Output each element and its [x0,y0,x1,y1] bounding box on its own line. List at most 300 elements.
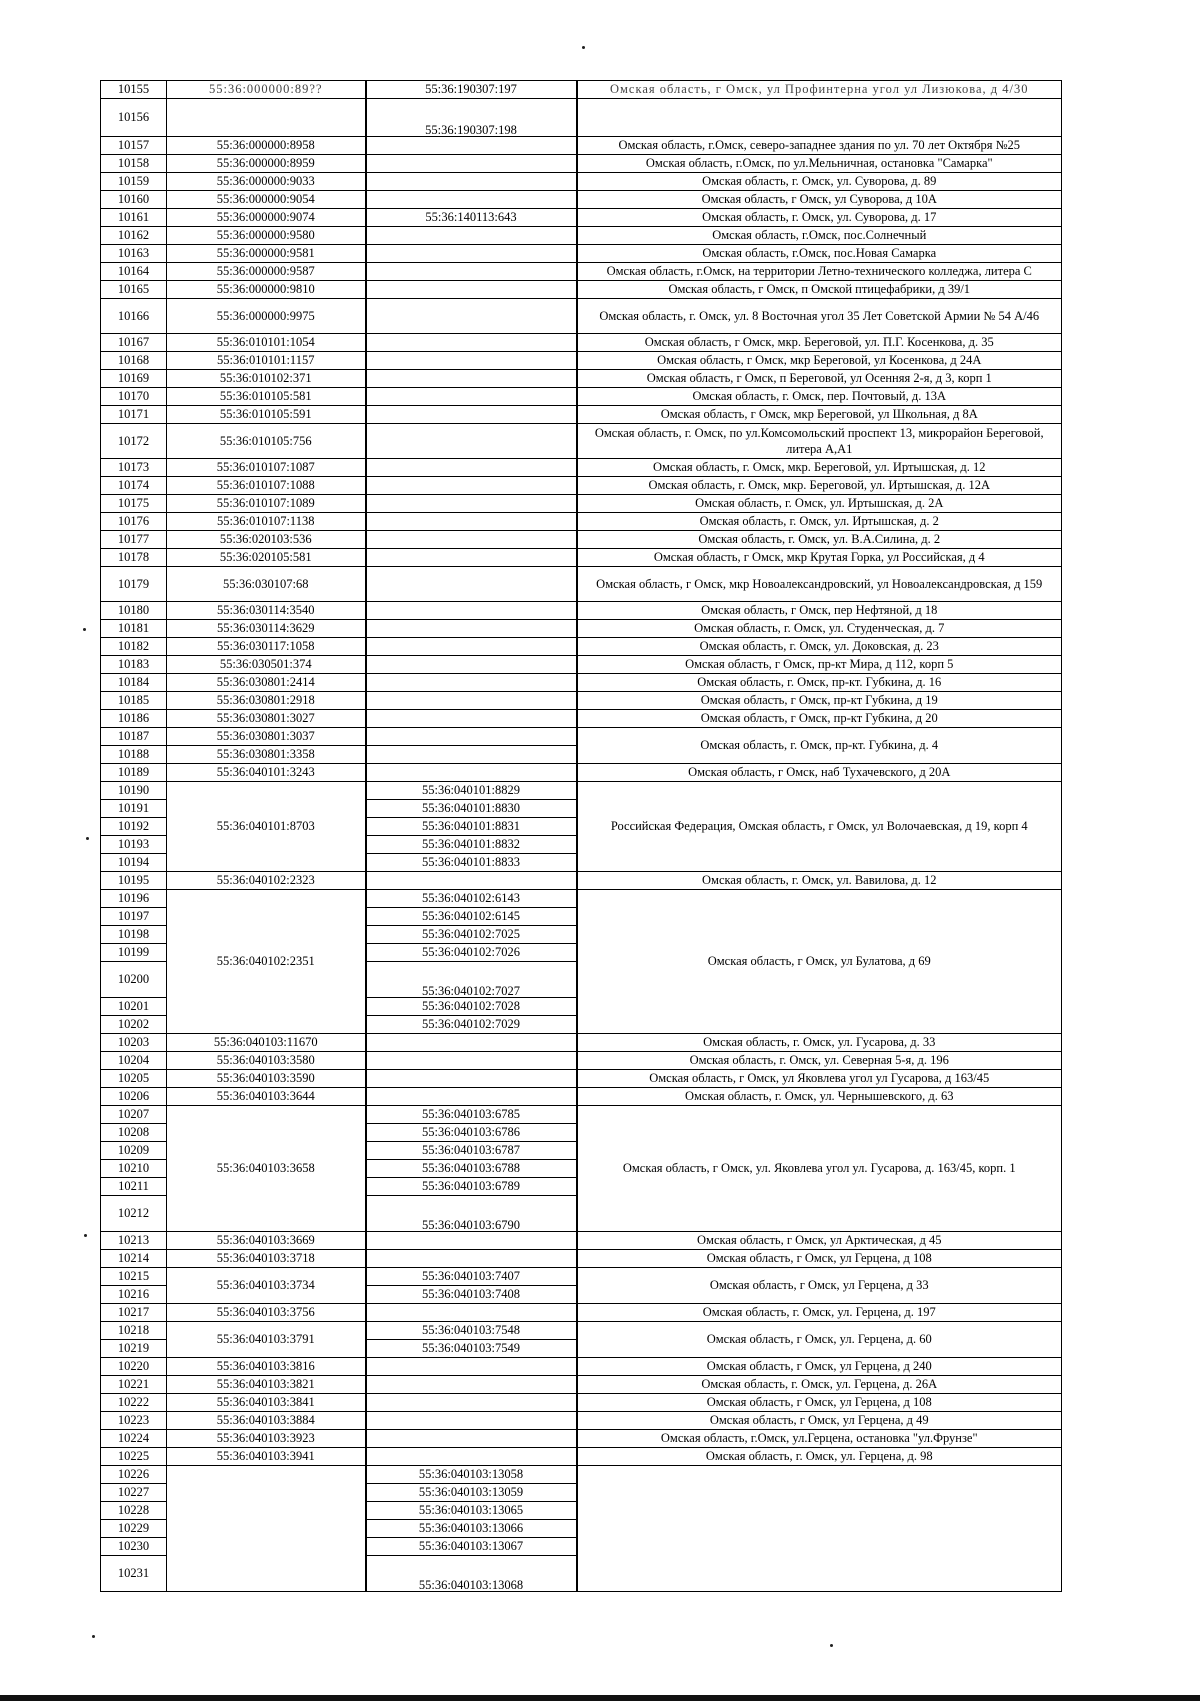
address-cell: Омская область, г Омск, пр-кт Губкина, д 20 [577,710,1062,728]
row-number-cell: 10194 [101,854,167,872]
row-number-cell: 10175 [101,495,167,513]
row-number-cell: 10220 [101,1358,167,1376]
linked-cadastral-number-cell [366,1448,577,1466]
address-cell: Омская область, г. Омск, ул. В.А.Силина, д. 2 [577,531,1062,549]
cadastral-number-cell: 55:36:040103:3669 [167,1232,366,1250]
table-row [101,1430,1062,1448]
row-number-cell: 10172 [101,424,167,459]
linked-cadastral-number-cell [366,137,577,155]
address-cell [577,1466,1062,1592]
table-row [101,1322,1062,1340]
linked-cadastral-number-cell: 55:36:190307:198 [366,99,577,137]
table-row [101,1250,1062,1268]
linked-cadastral-number-cell [366,459,577,477]
linked-cadastral-number-cell: 55:36:040103:13068 [366,1556,577,1592]
linked-cadastral-number-cell [366,263,577,281]
linked-cadastral-number-cell [366,227,577,245]
address-cell: Омская область, г. Омск, ул. Иртышская, д. 2 [577,513,1062,531]
row-number-cell: 10222 [101,1394,167,1412]
cadastral-number-cell: 55:36:000000:89?? [167,81,366,99]
address-cell: Омская область, г.Омск, на территории Летно-технического колледжа, литера С [577,263,1062,281]
linked-cadastral-number-cell [366,495,577,513]
linked-cadastral-number-cell: 55:36:040103:6787 [366,1142,577,1160]
cadastral-number-cell: 55:36:000000:9587 [167,263,366,281]
linked-cadastral-number-cell [366,1394,577,1412]
table-row [101,1106,1062,1124]
cadastral-number-cell: 55:36:010107:1087 [167,459,366,477]
linked-cadastral-number-cell [366,1304,577,1322]
table-row [101,872,1062,890]
row-number-cell: 10219 [101,1340,167,1358]
table-row [101,1070,1062,1088]
cadastral-number-cell: 55:36:040103:3644 [167,1088,366,1106]
row-number-cell: 10221 [101,1376,167,1394]
cadastral-number-cell: 55:36:030801:3027 [167,710,366,728]
linked-cadastral-number-cell: 55:36:040103:7548 [366,1322,577,1340]
table-row [101,424,1062,459]
row-number-cell: 10192 [101,818,167,836]
linked-cadastral-number-cell [366,1052,577,1070]
table-row [101,692,1062,710]
row-number-cell: 10203 [101,1034,167,1052]
row-number-cell: 10156 [101,99,167,137]
cadastral-number-cell: 55:36:010105:756 [167,424,366,459]
row-number-cell: 10211 [101,1178,167,1196]
address-cell: Омская область, г Омск, п Омской птицефабрики, д 39/1 [577,281,1062,299]
address-cell: Омская область, г Омск, мкр. Береговой, ул. П.Г. Косенкова, д. 35 [577,334,1062,352]
row-number-cell: 10180 [101,602,167,620]
row-number-cell: 10224 [101,1430,167,1448]
cadastral-number-cell: 55:36:020103:536 [167,531,366,549]
address-cell: Омская область, г Омск, ул Герцена, д 49 [577,1412,1062,1430]
linked-cadastral-number-cell [366,602,577,620]
table-row [101,155,1062,173]
cadastral-number-cell: 55:36:000000:9054 [167,191,366,209]
row-number-cell: 10159 [101,173,167,191]
table-row [101,352,1062,370]
table-row [101,1412,1062,1430]
linked-cadastral-number-cell: 55:36:040101:8830 [366,800,577,818]
linked-cadastral-number-cell [366,424,577,459]
cadastral-number-cell: 55:36:030801:2414 [167,674,366,692]
row-number-cell: 10213 [101,1232,167,1250]
row-number-cell: 10186 [101,710,167,728]
cadastral-number-cell: 55:36:000000:9074 [167,209,366,227]
table-row [101,263,1062,281]
linked-cadastral-number-cell: 55:36:040102:7028 [366,998,577,1016]
address-cell: Омская область, г.Омск, пос.Новая Самарка [577,245,1062,263]
linked-cadastral-number-cell: 55:36:040102:7027 [366,962,577,998]
row-number-cell: 10181 [101,620,167,638]
row-number-cell: 10225 [101,1448,167,1466]
cadastral-number-cell: 55:36:030114:3540 [167,602,366,620]
row-number-cell: 10188 [101,746,167,764]
row-number-cell: 10168 [101,352,167,370]
linked-cadastral-number-cell [366,1358,577,1376]
row-number-cell: 10208 [101,1124,167,1142]
scan-speck [92,1635,95,1638]
address-cell: Омская область, г Омск, ул Герцена, д 33 [577,1268,1062,1304]
table-row [101,459,1062,477]
linked-cadastral-number-cell [366,513,577,531]
row-number-cell: 10212 [101,1196,167,1232]
address-cell: Омская область, г. Омск, ул. Вавилова, д. 12 [577,872,1062,890]
linked-cadastral-number-cell: 55:36:040101:8831 [366,818,577,836]
row-number-cell: 10196 [101,890,167,908]
linked-cadastral-number-cell [366,1070,577,1088]
table-row [101,370,1062,388]
address-cell: Омская область, г. Омск, ул. Суворова, д. 89 [577,173,1062,191]
row-number-cell: 10226 [101,1466,167,1484]
row-number-cell: 10229 [101,1520,167,1538]
cadastral-number-cell: 55:36:000000:9033 [167,173,366,191]
address-cell: Омская область, г Омск, ул. Яковлева угол ул. Гусарова, д. 163/45, корп. 1 [577,1106,1062,1232]
address-cell: Омская область, г Омск, пер Нефтяной, д 18 [577,602,1062,620]
cadastral-register-table [100,80,1062,1592]
cadastral-number-cell: 55:36:010101:1157 [167,352,366,370]
cadastral-number-cell [167,1466,366,1592]
table-row [101,209,1062,227]
linked-cadastral-number-cell: 55:36:040102:6145 [366,908,577,926]
table-row [101,674,1062,692]
address-cell: Омская область, г. Омск, ул. Северная 5-я, д. 196 [577,1052,1062,1070]
table-row [101,531,1062,549]
table-row [101,1358,1062,1376]
cadastral-number-cell [167,99,366,137]
cadastral-number-cell: 55:36:010107:1089 [167,495,366,513]
table-row [101,890,1062,908]
linked-cadastral-number-cell [366,352,577,370]
table-row [101,602,1062,620]
linked-cadastral-number-cell: 55:36:040103:6788 [366,1160,577,1178]
cadastral-number-cell: 55:36:040103:3580 [167,1052,366,1070]
linked-cadastral-number-cell [366,692,577,710]
address-cell: Омская область, г.Омск, ул.Герцена, остановка "ул.Фрунзе" [577,1430,1062,1448]
table-row [101,173,1062,191]
table-row [101,764,1062,782]
row-number-cell: 10155 [101,81,167,99]
table-row [101,227,1062,245]
address-cell: Омская область, г. Омск, пр-кт. Губкина, д. 4 [577,728,1062,764]
address-cell: Омская область, г. Омск, ул. Герцена, д. 98 [577,1448,1062,1466]
linked-cadastral-number-cell [366,281,577,299]
row-number-cell: 10167 [101,334,167,352]
cadastral-number-cell: 55:36:010101:1054 [167,334,366,352]
table-row [101,137,1062,155]
table-body [101,81,1062,1592]
scan-edge-bar [0,1695,1200,1701]
address-cell: Омская область, г Омск, ул Арктическая, д 45 [577,1232,1062,1250]
table-row [101,549,1062,567]
address-cell: Омская область, г.Омск, по ул.Мельничная, остановка "Самарка" [577,155,1062,173]
linked-cadastral-number-cell [366,1430,577,1448]
row-number-cell: 10184 [101,674,167,692]
cadastral-number-cell: 55:36:000000:9580 [167,227,366,245]
address-cell: Омская область, г Омск, ул Суворова, д 10А [577,191,1062,209]
cadastral-number-cell: 55:36:040102:2323 [167,872,366,890]
table-row [101,1394,1062,1412]
address-cell: Омская область, г Омск, ул. Герцена, д. 60 [577,1322,1062,1358]
linked-cadastral-number-cell: 55:36:040103:7407 [366,1268,577,1286]
row-number-cell: 10227 [101,1484,167,1502]
row-number-cell: 10176 [101,513,167,531]
linked-cadastral-number-cell: 55:36:040103:13067 [366,1538,577,1556]
linked-cadastral-number-cell: 55:36:040103:13059 [366,1484,577,1502]
address-cell: Омская область, г Омск, ул Яковлева угол ул Гусарова, д 163/45 [577,1070,1062,1088]
cadastral-number-cell: 55:36:040103:3821 [167,1376,366,1394]
address-cell: Омская область, г Омск, ул Герцена, д 108 [577,1394,1062,1412]
row-number-cell: 10198 [101,926,167,944]
cadastral-number-cell: 55:36:030801:3358 [167,746,366,764]
linked-cadastral-number-cell [366,656,577,674]
row-number-cell: 10216 [101,1286,167,1304]
row-number-cell: 10190 [101,782,167,800]
address-cell: Омская область, г Омск, пр-кт Губкина, д 19 [577,692,1062,710]
scan-speck [83,628,86,631]
linked-cadastral-number-cell [366,1232,577,1250]
cadastral-number-cell: 55:36:010107:1138 [167,513,366,531]
linked-cadastral-number-cell: 55:36:040101:8829 [366,782,577,800]
linked-cadastral-number-cell [366,674,577,692]
linked-cadastral-number-cell: 55:36:140113:643 [366,209,577,227]
cadastral-number-cell: 55:36:040103:3718 [167,1250,366,1268]
linked-cadastral-number-cell [366,477,577,495]
cadastral-number-cell: 55:36:040103:3658 [167,1106,366,1232]
linked-cadastral-number-cell: 55:36:040101:8833 [366,854,577,872]
linked-cadastral-number-cell [366,173,577,191]
address-cell: Омская область, г. Омск, ул. Герцена, д. 26А [577,1376,1062,1394]
cadastral-number-cell: 55:36:030117:1058 [167,638,366,656]
address-cell: Омская область, г. Омск, ул. Иртышская, д. 2А [577,495,1062,513]
address-cell: Омская область, г. Омск, мкр. Береговой, ул. Иртышская, д. 12 [577,459,1062,477]
cadastral-number-cell: 55:36:030107:68 [167,567,366,602]
cadastral-number-cell: 55:36:000000:9975 [167,299,366,334]
row-number-cell: 10200 [101,962,167,998]
address-cell: Омская область, г. Омск, по ул.Комсомольский проспект 13, микрорайон Береговой, литера А,А1 [577,424,1062,459]
row-number-cell: 10207 [101,1106,167,1124]
address-cell: Омская область, г. Омск, ул. Студенческая, д. 7 [577,620,1062,638]
linked-cadastral-number-cell: 55:36:040102:7029 [366,1016,577,1034]
linked-cadastral-number-cell [366,1376,577,1394]
table-row [101,299,1062,334]
row-number-cell: 10217 [101,1304,167,1322]
table-row [101,495,1062,513]
address-cell: Омская область, г. Омск, ул. Доковская, д. 23 [577,638,1062,656]
table-row [101,191,1062,209]
row-number-cell: 10189 [101,764,167,782]
address-cell: Омская область, г. Омск, ул. Суворова, д. 17 [577,209,1062,227]
cadastral-number-cell: 55:36:030501:374 [167,656,366,674]
cadastral-number-cell: 55:36:010107:1088 [167,477,366,495]
table-row [101,620,1062,638]
row-number-cell: 10206 [101,1088,167,1106]
linked-cadastral-number-cell: 55:36:040103:6789 [366,1178,577,1196]
address-cell: Омская область, г Омск, наб Тухачевского, д 20А [577,764,1062,782]
linked-cadastral-number-cell [366,549,577,567]
row-number-cell: 10165 [101,281,167,299]
linked-cadastral-number-cell [366,406,577,424]
table-row [101,1376,1062,1394]
table-row [101,513,1062,531]
linked-cadastral-number-cell [366,388,577,406]
linked-cadastral-number-cell [366,620,577,638]
row-number-cell: 10183 [101,656,167,674]
row-number-cell: 10195 [101,872,167,890]
address-cell: Омская область, г Омск, мкр Береговой, ул Косенкова, д 24А [577,352,1062,370]
cadastral-number-cell: 55:36:000000:9581 [167,245,366,263]
cadastral-number-cell: 55:36:030114:3629 [167,620,366,638]
row-number-cell: 10173 [101,459,167,477]
row-number-cell: 10179 [101,567,167,602]
row-number-cell: 10199 [101,944,167,962]
address-cell [577,99,1062,137]
row-number-cell: 10202 [101,1016,167,1034]
linked-cadastral-number-cell [366,1412,577,1430]
cadastral-number-cell: 55:36:000000:9810 [167,281,366,299]
row-number-cell: 10231 [101,1556,167,1592]
address-cell: Омская область, г Омск, ул Герцена, д 108 [577,1250,1062,1268]
linked-cadastral-number-cell: 55:36:040103:6785 [366,1106,577,1124]
linked-cadastral-number-cell: 55:36:040102:7025 [366,926,577,944]
row-number-cell: 10163 [101,245,167,263]
cadastral-number-cell: 55:36:000000:8958 [167,137,366,155]
cadastral-number-cell: 55:36:040103:3816 [167,1358,366,1376]
table-row [101,728,1062,746]
row-number-cell: 10162 [101,227,167,245]
cadastral-number-cell: 55:36:040103:3884 [167,1412,366,1430]
table-row [101,638,1062,656]
scan-speck [830,1644,833,1647]
linked-cadastral-number-cell [366,245,577,263]
linked-cadastral-number-cell [366,155,577,173]
table-row [101,710,1062,728]
linked-cadastral-number-cell [366,531,577,549]
row-number-cell: 10158 [101,155,167,173]
address-cell: Омская область, г Омск, ул Профинтерна угол ул Лизюкова, д 4/30 [577,81,1062,99]
row-number-cell: 10191 [101,800,167,818]
cadastral-number-cell: 55:36:010105:591 [167,406,366,424]
scan-speck [84,1234,87,1237]
cadastral-number-cell: 55:36:040103:3923 [167,1430,366,1448]
cadastral-number-cell: 55:36:040103:3841 [167,1394,366,1412]
linked-cadastral-number-cell [366,334,577,352]
table-row [101,567,1062,602]
linked-cadastral-number-cell [366,370,577,388]
cadastral-number-cell: 55:36:030801:3037 [167,728,366,746]
table-row [101,1088,1062,1106]
address-cell: Омская область, г.Омск, северо-западнее здания по ул. 70 лет Октября №25 [577,137,1062,155]
linked-cadastral-number-cell: 55:36:040101:8832 [366,836,577,854]
row-number-cell: 10205 [101,1070,167,1088]
address-cell: Омская область, г. Омск, пер. Почтовый, д. 13А [577,388,1062,406]
linked-cadastral-number-cell [366,299,577,334]
cadastral-number-cell: 55:36:040103:3734 [167,1268,366,1304]
linked-cadastral-number-cell [366,710,577,728]
table-row [101,1232,1062,1250]
linked-cadastral-number-cell: 55:36:190307:197 [366,81,577,99]
row-number-cell: 10197 [101,908,167,926]
row-number-cell: 10182 [101,638,167,656]
row-number-cell: 10228 [101,1502,167,1520]
table-row [101,99,1062,137]
address-cell: Омская область, г. Омск, пр-кт. Губкина, д. 16 [577,674,1062,692]
address-cell: Омская область, г Омск, п Береговой, ул Осенняя 2-я, д 3, корп 1 [577,370,1062,388]
address-cell: Омская область, г. Омск, ул. 8 Восточная угол 35 Лет Советской Армии № 54 А/46 [577,299,1062,334]
scan-speck [86,837,89,840]
linked-cadastral-number-cell [366,638,577,656]
cadastral-number-cell: 55:36:040102:2351 [167,890,366,1034]
row-number-cell: 10210 [101,1160,167,1178]
row-number-cell: 10178 [101,549,167,567]
row-number-cell: 10223 [101,1412,167,1430]
row-number-cell: 10161 [101,209,167,227]
table-row [101,334,1062,352]
row-number-cell: 10185 [101,692,167,710]
linked-cadastral-number-cell [366,728,577,746]
cadastral-number-cell: 55:36:020105:581 [167,549,366,567]
linked-cadastral-number-cell: 55:36:040103:13066 [366,1520,577,1538]
address-cell: Омская область, г.Омск, пос.Солнечный [577,227,1062,245]
table-row [101,245,1062,263]
table-row [101,281,1062,299]
row-number-cell: 10171 [101,406,167,424]
cadastral-number-cell: 55:36:040103:3756 [167,1304,366,1322]
linked-cadastral-number-cell: 55:36:040102:7026 [366,944,577,962]
linked-cadastral-number-cell: 55:36:040103:7408 [366,1286,577,1304]
table-row [101,1034,1062,1052]
row-number-cell: 10204 [101,1052,167,1070]
row-number-cell: 10209 [101,1142,167,1160]
table-row [101,1466,1062,1484]
linked-cadastral-number-cell: 55:36:040103:13065 [366,1502,577,1520]
table-row [101,477,1062,495]
linked-cadastral-number-cell [366,872,577,890]
row-number-cell: 10170 [101,388,167,406]
linked-cadastral-number-cell: 55:36:040103:7549 [366,1340,577,1358]
linked-cadastral-number-cell [366,1250,577,1268]
row-number-cell: 10187 [101,728,167,746]
address-cell: Омская область, г. Омск, ул. Герцена, д. 197 [577,1304,1062,1322]
address-cell: Омская область, г Омск, ул Герцена, д 240 [577,1358,1062,1376]
row-number-cell: 10177 [101,531,167,549]
cadastral-number-cell: 55:36:010102:371 [167,370,366,388]
row-number-cell: 10164 [101,263,167,281]
cadastral-number-cell: 55:36:010105:581 [167,388,366,406]
row-number-cell: 10157 [101,137,167,155]
linked-cadastral-number-cell: 55:36:040102:6143 [366,890,577,908]
linked-cadastral-number-cell: 55:36:040103:6790 [366,1196,577,1232]
address-cell: Российская Федерация, Омская область, г Омск, ул Волочаевская, д 19, корп 4 [577,782,1062,872]
address-cell: Омская область, г Омск, мкр Береговой, ул Школьная, д 8А [577,406,1062,424]
cadastral-number-cell: 55:36:040101:8703 [167,782,366,872]
address-cell: Омская область, г Омск, ул Булатова, д 69 [577,890,1062,1034]
table-row [101,1304,1062,1322]
cadastral-number-cell: 55:36:040103:3791 [167,1322,366,1358]
table-row [101,656,1062,674]
table-row [101,1448,1062,1466]
linked-cadastral-number-cell: 55:36:040103:13058 [366,1466,577,1484]
linked-cadastral-number-cell [366,191,577,209]
address-cell: Омская область, г. Омск, ул. Чернышевского, д. 63 [577,1088,1062,1106]
table-row [101,1052,1062,1070]
linked-cadastral-number-cell [366,1034,577,1052]
row-number-cell: 10160 [101,191,167,209]
address-cell: Омская область, г Омск, мкр Крутая Горка, ул Российская, д 4 [577,549,1062,567]
row-number-cell: 10214 [101,1250,167,1268]
table-row [101,388,1062,406]
table-row [101,406,1062,424]
row-number-cell: 10218 [101,1322,167,1340]
